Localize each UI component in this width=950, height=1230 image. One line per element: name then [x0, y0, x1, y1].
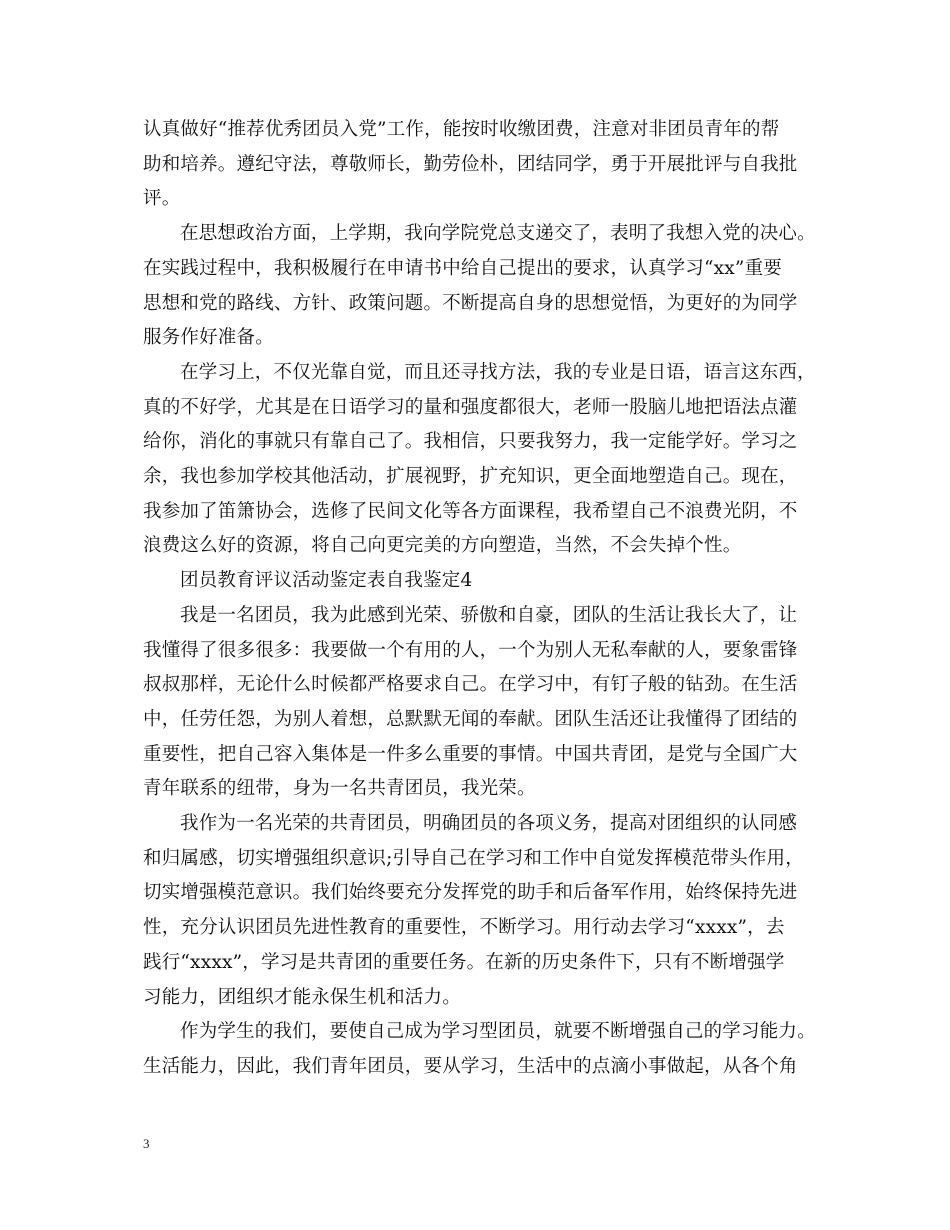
paragraph-1	[143, 113, 823, 217]
text-line: 和归属感，切实增强组织意识;引导自己在学习和工作中自觉发挥模范带头作用，	[143, 847, 804, 869]
text-line: 给你，消化的事就只有靠自己了。我相信，只要我努力，我一定能学好。学习之	[143, 431, 798, 453]
paragraph-3	[143, 356, 823, 564]
text-line: 我作为一名光荣的共青团员，明确团员的各项义务，提高对团组织的认同感	[180, 813, 798, 835]
text-line: 生活能力，因此，我们青年团员，要从学习，生活中的点滴小事做起，从各个角	[143, 1055, 798, 1077]
paragraph-6	[143, 807, 823, 1015]
text-line: 叔叔那样，无论什么时候都严格要求自己。在学习中，有钉子般的钻劲。在生活	[143, 674, 798, 696]
text-line: 中，任劳任怨，为别人着想，总默默无闻的奉献。团队生活还让我懂得了团结的	[143, 708, 798, 730]
text-line: 评。	[143, 188, 181, 210]
text-line: 在实践过程中，我积极履行在申请书中给自己提出的要求，认真学习“xx”重要	[143, 257, 782, 279]
text-line: 作为学生的我们，要使自己成为学习型团员，就要不断增强自己的学习能力。	[180, 1021, 816, 1043]
text-line: 性，充分认识团员先进性教育的重要性，不断学习。用行动去学习“xxxx”，去	[143, 917, 785, 939]
paragraph-7	[143, 1015, 823, 1084]
text-line: 青年联系的纽带，身为一名共青团员，我光荣。	[143, 778, 536, 800]
text-line: 余，我也参加学校其他活动，扩展视野，扩充知识，更全面地塑造自己。现在，	[143, 466, 798, 488]
text-line: 习能力，团组织才能永保生机和活力。	[143, 986, 461, 1008]
text-line: 在学习上，不仅光靠自觉，而且还寻找方法，我的专业是日语，语言这东西，	[180, 361, 816, 383]
section-heading	[143, 564, 823, 599]
paragraph-2	[143, 217, 823, 356]
text-line: 我参加了笛箫协会，选修了民间文化等各方面课程，我希望自己不浪费光阴，不	[143, 500, 798, 522]
text-line: 真的不好学，尤其是在日语学习的量和强度都很大，老师一股脑儿地把语法点灌	[143, 396, 798, 418]
text-line: 思想和党的路线、方针、政策问题。不断提高自身的思想觉悟，为更好的为同学	[143, 292, 798, 314]
text-line: 重要性，把自己容入集体是一件多么重要的事情。中国共青团，是党与全国广大	[143, 743, 798, 765]
document-body	[143, 113, 823, 1085]
text-line: 我懂得了很多很多：我要做一个有用的人，一个为别人无私奉献的人，要象雷锋	[143, 639, 798, 661]
page-number: 3	[143, 1136, 150, 1151]
text-line: 践行“xxxx”，学习是共青团的重要任务。在新的历史条件下，只有不断增强学	[143, 951, 785, 973]
paragraph-5	[143, 599, 823, 807]
text-line: 我是一名团员，我为此感到光荣、骄傲和自豪，团队的生活让我长大了，让	[180, 604, 798, 626]
text-line: 助和培养。遵纪守法，尊敬师长，勤劳俭朴，团结同学，勇于开展批评与自我批	[143, 153, 798, 175]
text-line: 认真做好“推荐优秀团员入党”工作，能按时收缴团费，注意对非团员青年的帮	[143, 119, 780, 140]
text-line: 在思想政治方面，上学期，我向学院党总支递交了，表明了我想入党的决心。	[180, 223, 816, 245]
section-heading-text: 团员教育评议活动鉴定表自我鉴定4	[180, 570, 473, 592]
text-line: 切实增强模范意识。我们始终要充分发挥党的助手和后备军作用，始终保持先进	[143, 882, 798, 904]
text-line: 服务作好准备。	[143, 327, 274, 349]
text-line: 浪费这么好的资源，将自己向更完美的方向塑造，当然，不会失掉个性。	[143, 535, 742, 557]
